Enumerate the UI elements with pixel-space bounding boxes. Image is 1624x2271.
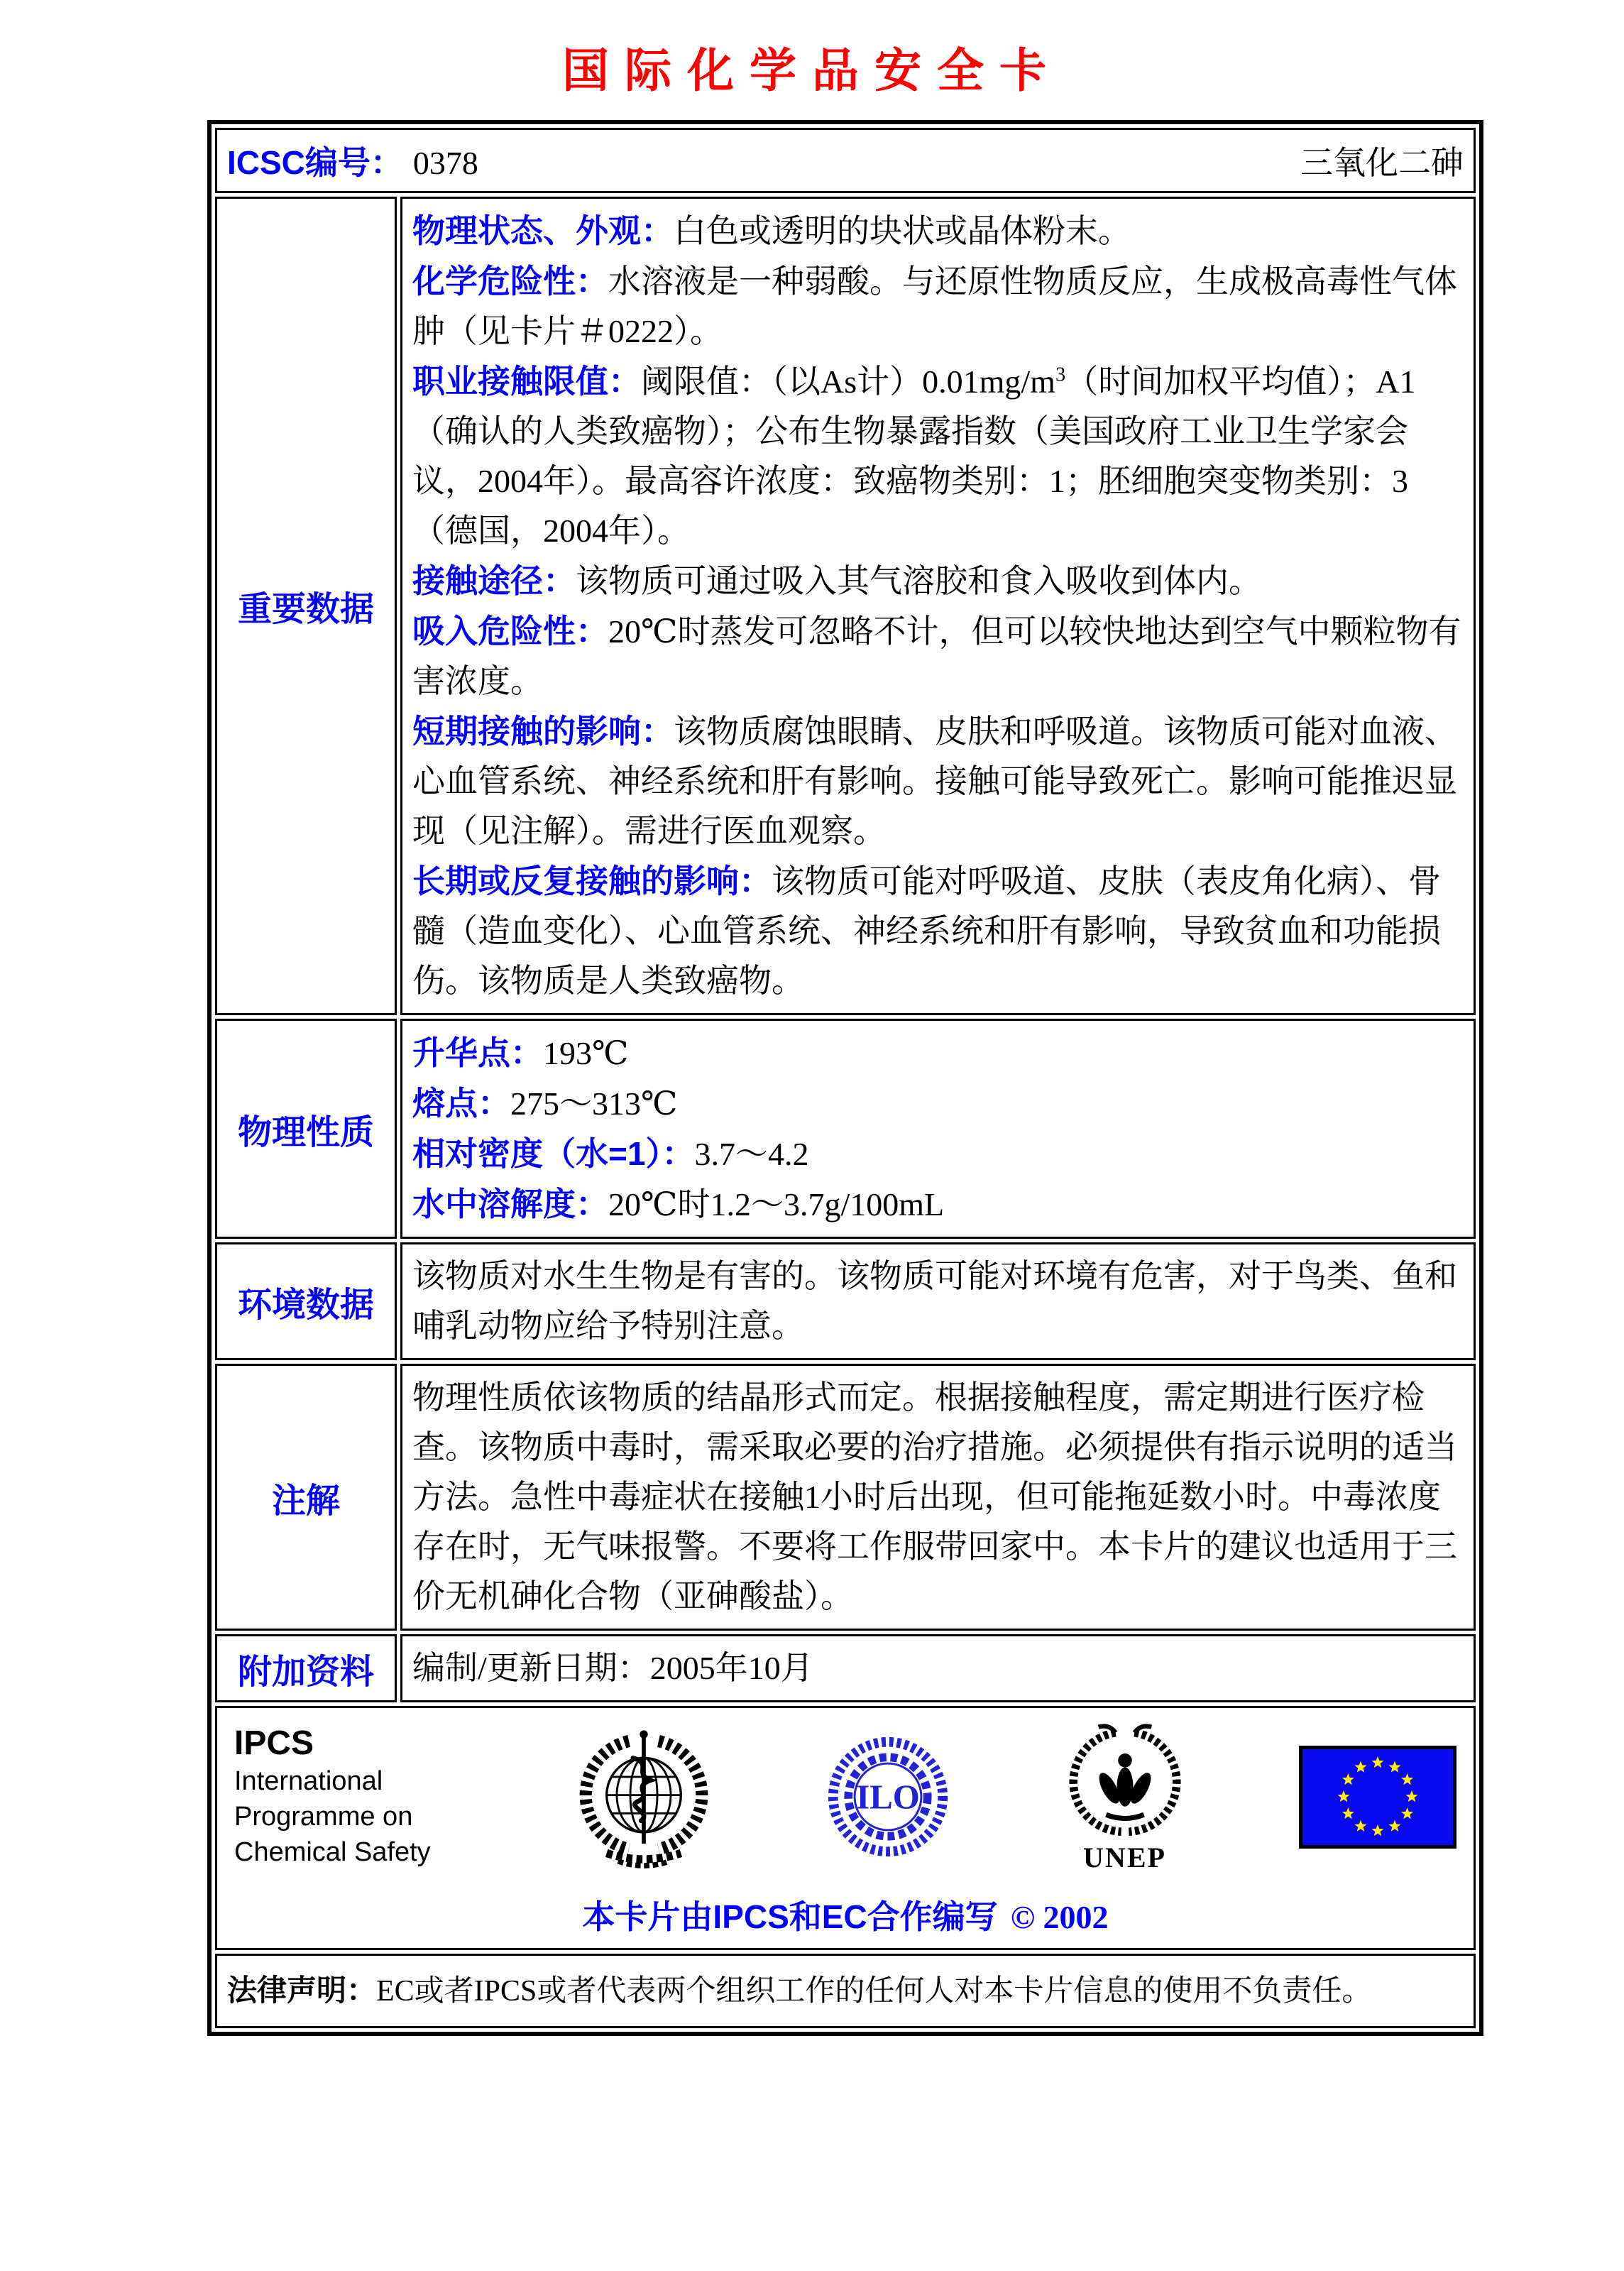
icsc-number-value: 0378 (412, 145, 478, 181)
legal-label: 法律声明： (227, 1974, 377, 2007)
logos-cell (215, 1706, 1476, 1950)
paragraph: 化学危险性：水溶液是一种弱酸。与还原性物质反应，生成极高毒性气体肿（见卡片＃0222）。 (412, 263, 1457, 349)
section-row-environmental-data (215, 1242, 1476, 1360)
section-content-physical-properties (400, 1019, 1476, 1239)
section-content-environmental-data (400, 1242, 1476, 1360)
paragraph: 熔点：275～313℃ (412, 1085, 678, 1122)
paragraph: 相对密度（水=1）：3.7～4.2 (412, 1135, 809, 1172)
paragraph: 物理性质依该物质的结晶形式而定。根据接触程度，需定期进行医疗检查。该物质中毒时，需采取必要的治疗措施。必须提供有指示说明的适当方法。急性中毒症状在接触1小时后出现，但可能拖延数小时。中毒浓度存在时，无气味报警。不要将工作服带回家中。本卡片的建议也适用于三价无机砷化合物（亚砷酸盐）。 (412, 1379, 1457, 1614)
logos-row (215, 1706, 1476, 1950)
paragraph: 吸入危险性：20℃时蒸发可忽略不计，但可以较快地达到空气中颗粒物有害浓度。 (412, 613, 1461, 699)
credit-text: 本卡片由IPCS和EC合作编写 (582, 1898, 998, 1935)
credit-copyright: © 2002 (1010, 1899, 1109, 1935)
section-label-environmental-data: 环境数据 (215, 1242, 397, 1360)
paragraph: 物理状态、外观：白色或透明的块状或晶体粉末。 (412, 212, 1131, 249)
header-row (215, 128, 1476, 193)
paragraph: 职业接触限值：阈限值：（以As计）$0.01mg/m^3$（时间加权平均值）；A1（确认的人类致癌物）；公布生物暴露指数（美国政府工业卫生学家会议，2004年）。最高容许浓度：致癌物类别：1；胚细胞突变物类别：3（德国，2004年）。 (412, 363, 1416, 549)
icsc-number-group (227, 137, 478, 184)
paragraph: 长期或反复接触的影响：该物质可能对呼吸道、皮肤（表皮角化病）、骨髓（造血变化）、心血管系统、神经系统和肝有影响，导致贫血和功能损伤。该物质是人类致癌物。 (412, 863, 1441, 999)
ipcs-title: IPCS (234, 1724, 314, 1762)
paragraph: 水中溶解度：20℃时1.2～3.7g/100mL (412, 1186, 945, 1222)
section-label-important-data: 重要数据 (215, 197, 397, 1015)
paragraph: 短期接触的影响：该物质腐蚀眼睛、皮肤和呼吸道。该物质可能对血液、心血管系统、神经系统和肝有影响。接触可能导致死亡。影响可能推迟显现（见注解）。需进行医血观察。 (412, 713, 1457, 849)
eu-flag-icon (1299, 1746, 1456, 1849)
legal-text: EC或者IPCS或者代表两个组织工作的任何人对本卡片信息的使用不负责任。 (376, 1975, 1372, 2008)
paragraph: 编制/更新日期：2005年10月 (412, 1650, 813, 1686)
who-logo-icon (579, 1721, 708, 1873)
chemical-name: 三氧化二砷 (1300, 145, 1464, 181)
ipcs-subtitle-line: International (234, 1766, 383, 1796)
unep-caption: UNEP (1083, 1842, 1166, 1873)
legal-row (215, 1954, 1476, 2028)
ipcs-text-block (234, 1724, 461, 1870)
icsc-card-table (207, 120, 1483, 2036)
section-content-important-data (400, 197, 1476, 1015)
section-row-additional-information (215, 1634, 1476, 1702)
icsc-number-label: ICSC编号： (227, 144, 403, 181)
ipcs-subtitle-line: Programme on (234, 1802, 413, 1832)
section-row-physical-properties (215, 1019, 1476, 1239)
section-label-additional-information: 附加资料 (215, 1634, 397, 1702)
unep-logo-icon (1068, 1721, 1182, 1873)
section-label-notes: 注解 (215, 1364, 397, 1631)
paragraph: 升华点：193℃ (412, 1034, 629, 1071)
section-row-important-data (215, 197, 1476, 1015)
ilo-letters: ILO (856, 1777, 920, 1817)
paragraph: 接触途径：该物质可通过吸入其气溶胶和食入吸收到体内。 (412, 562, 1261, 599)
section-row-notes (215, 1364, 1476, 1631)
ilo-logo-icon (825, 1734, 950, 1859)
ipcs-subtitle-line: Chemical Safety (234, 1837, 431, 1867)
section-content-notes (400, 1364, 1476, 1631)
credit-line (234, 1891, 1456, 1938)
section-label-physical-properties: 物理性质 (215, 1019, 397, 1239)
header-cell (215, 128, 1476, 193)
legal-cell (215, 1954, 1476, 2028)
section-content-additional-information (400, 1634, 1476, 1702)
page-title: 国际化学品安全卡 (562, 45, 1062, 97)
paragraph: 该物质对水生生物是有害的。该物质可能对环境有危害，对于鸟类、鱼和哺乳动物应给予特别注意。 (412, 1258, 1457, 1344)
